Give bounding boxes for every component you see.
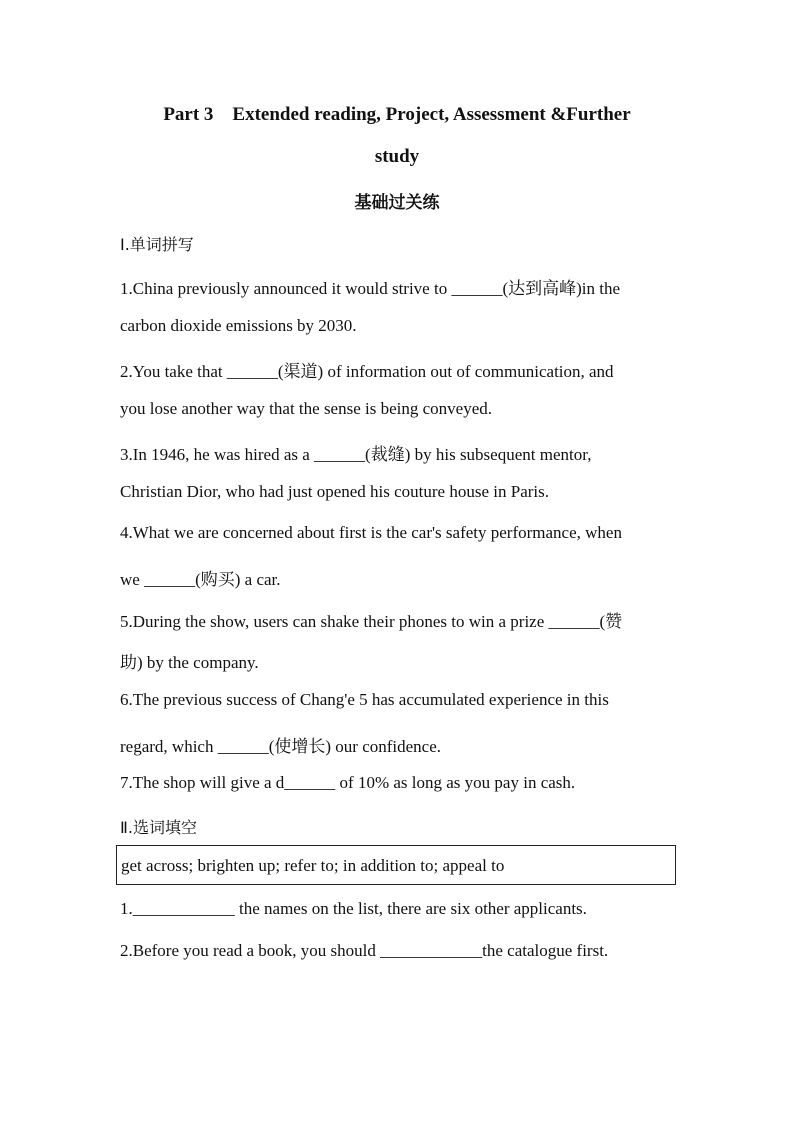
exercise-line: Christian Dior, who had just opened his couture house in Paris. (120, 482, 549, 501)
exercise-line: 4.What we are concerned about first is the car's safety performance, when (120, 523, 622, 542)
exercise-line: you lose another way that the sense is being conveyed. (120, 399, 493, 418)
exercise-line: 1.China previously announced it would strive to ______(达到高峰)in the (120, 279, 621, 298)
word-bank-box (116, 845, 676, 885)
word-bank-text: get across; brighten up; refer to; in addition to; appeal to (121, 856, 505, 875)
exercise-line: carbon dioxide emissions by 2030. (120, 316, 357, 335)
exercise-line: 1.____________ the names on the list, there are six other applicants. (120, 899, 587, 918)
exercise-line: 2.Before you read a book, you should ____________the catalogue first. (120, 941, 609, 960)
page-title: Part 3 Extended reading, Project, Assessment &Further (163, 104, 631, 125)
exercise-line: 3.In 1946, he was hired as a ______(裁缝) by his subsequent mentor, (120, 445, 592, 464)
section-subtitle: 基础过关练 (354, 193, 440, 213)
exercise-line: we ______(购买) a car. (120, 570, 281, 589)
exercise-line: 2.You take that ______(渠道) of information out of communication, and (120, 362, 614, 381)
section2-heading: Ⅱ.选词填空 (120, 818, 197, 837)
section1-heading: Ⅰ.单词拼写 (120, 235, 194, 254)
page-title-continued: study (374, 146, 420, 167)
exercise-line: 5.During the show, users can shake their phones to win a prize ______(赞 (120, 612, 623, 631)
exercise-line: regard, which ______(使增长) our confidence. (120, 737, 442, 756)
exercise-line: 7.The shop will give a d______ of 10% as long as you pay in cash. (120, 773, 576, 792)
exercise-line: 6.The previous success of Chang'e 5 has accumulated experience in this (120, 690, 609, 709)
exercise-line: 助) by the company. (120, 653, 259, 672)
